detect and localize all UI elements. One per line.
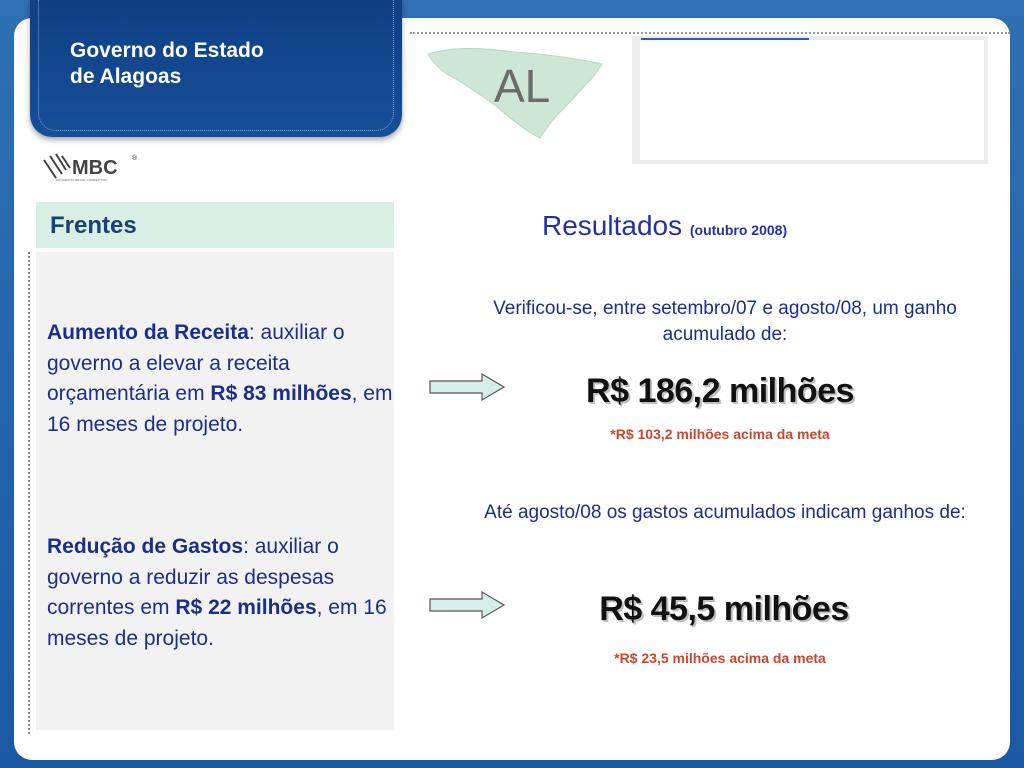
front-expenses-text-b: , em 16 meses de projeto. bbox=[47, 596, 387, 650]
front-expenses bbox=[47, 532, 393, 654]
results-title: Resultados bbox=[542, 210, 683, 241]
front-revenue bbox=[47, 318, 393, 440]
results-date: (outubro 2008) bbox=[689, 222, 788, 238]
result-expenses-note: *R$ 23,5 milhões acima da meta bbox=[614, 650, 826, 666]
mbc-registered-mark: ® bbox=[132, 155, 138, 162]
state-abbrev: AL bbox=[494, 60, 551, 112]
fronts-dotted-divider bbox=[28, 252, 30, 734]
front-revenue-amount: R$ 83 milhões bbox=[210, 382, 352, 405]
alagoas-map-icon bbox=[424, 42, 609, 142]
frentes-title: Frentes bbox=[50, 212, 137, 239]
result-revenue-value: R$ 186,2 milhões bbox=[586, 372, 854, 410]
mbc-brand: MBC bbox=[72, 157, 118, 179]
mbc-tagline: MOVIMENTO BRASIL COMPETITIVO bbox=[56, 178, 108, 182]
result-expenses-description: Até agosto/08 os gastos acumulados indicam ganhos de: bbox=[484, 502, 966, 523]
logo-placeholder-line bbox=[641, 38, 809, 40]
front-expenses-label: Redução de Gastos bbox=[47, 535, 244, 558]
results-heading bbox=[542, 210, 787, 242]
result-revenue-note: *R$ 103,2 milhões acima da meta bbox=[610, 426, 830, 442]
government-title: Governo do Estado de Alagoas bbox=[70, 39, 264, 88]
header-divider bbox=[410, 32, 1010, 34]
logo-placeholder bbox=[640, 40, 984, 160]
result-expenses-value: R$ 45,5 milhões bbox=[599, 590, 849, 628]
front-expenses-amount: R$ 22 milhões bbox=[175, 596, 317, 619]
result-revenue-description: Verificou-se, entre setembro/07 e agosto/08, um ganho acumulado de: bbox=[493, 298, 957, 345]
front-revenue-label: Aumento da Receita bbox=[47, 321, 249, 344]
front-expenses-text-a: : auxiliar o governo a reduzir as despesas correntes em bbox=[47, 535, 339, 619]
mbc-logo-mark-icon bbox=[44, 154, 70, 178]
mbc-logo bbox=[42, 150, 142, 184]
front-revenue-text-a: : auxiliar o governo a elevar a receita orçamentária em bbox=[47, 321, 345, 405]
front-revenue-text-b: , em 16 meses de projeto. bbox=[47, 382, 393, 436]
